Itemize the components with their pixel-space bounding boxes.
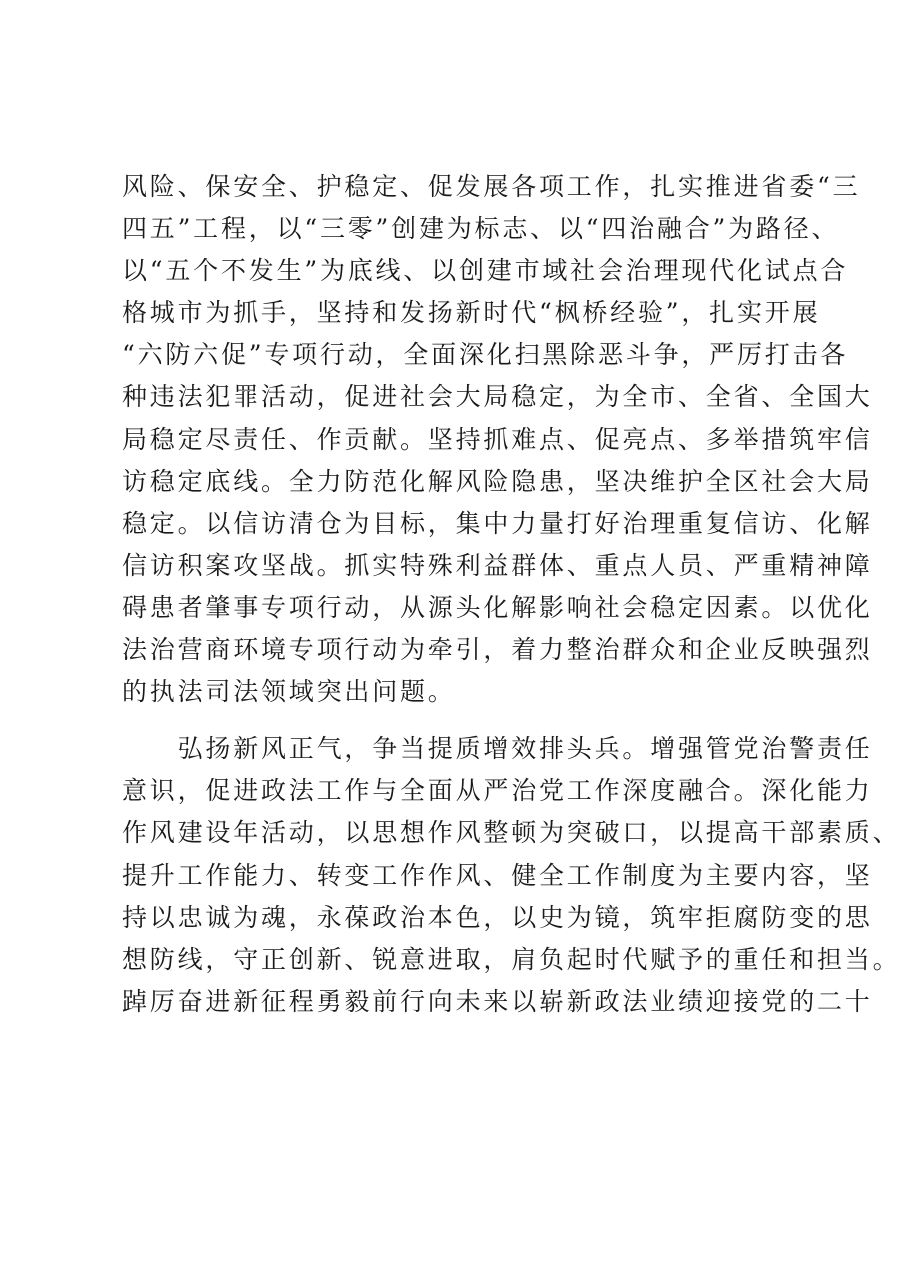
text-line: 意识，促进政法工作与全面从严治党工作深度融合。深化能力 (122, 776, 873, 806)
text-line: 的执法司法领域突出问题。 (122, 677, 456, 707)
text-line: 踔厉奋进新征程勇毅前行向未来以崭新政法业绩迎接党的二十 (122, 986, 873, 1016)
text-line: 访稳定底线。全力防范化解风险隐患，坚决维护全区社会大局 (122, 466, 873, 496)
text-line: 提升工作能力、转变工作作风、健全工作制度为主要内容，坚 (122, 860, 873, 890)
text-line: 种违法犯罪活动，促进社会大局稳定，为全市、全省、全国大 (122, 382, 873, 412)
text-line: 持以忠诚为魂，永葆政治本色，以史为镜，筑牢拒腐防变的思 (122, 902, 873, 932)
paragraph-spacer (122, 713, 822, 728)
text-line: 碍患者肇事专项行动，从源头化解影响社会稳定因素。以优化 (122, 592, 873, 622)
text-line: 法治营商环境专项行动为牵引，着力整治群众和企业反映强烈 (122, 635, 873, 665)
text-line: 格城市为抓手，坚持和发扬新时代“枫桥经验”，扎实开展 (122, 298, 821, 328)
text-line: 局稳定尽责任、作贡献。坚持抓难点、促亮点、多举措筑牢信 (122, 424, 873, 454)
text-line: 信访积案攻坚战。抓实特殊利益群体、重点人员、严重精神障 (122, 550, 873, 580)
paragraph-1 (122, 166, 873, 713)
text-line: 稳定。以信访清仓为目标，集中力量打好治理重复信访、化解 (122, 508, 873, 538)
document-body (122, 166, 901, 1023)
text-line: 风险、保安全、护稳定、促发展各项工作，扎实推进省委“三 (122, 172, 861, 201)
paragraph-2 (122, 728, 901, 1023)
text-line: 作风建设年活动，以思想作风整顿为突破口，以提高干部素质、 (122, 818, 901, 848)
text-line: 以“五个不发生”为底线、以创建市域社会治理现代化试点合 (122, 256, 849, 286)
text-line: 弘扬新风正气，争当提质增效排头兵。增强管党治警责任 (122, 734, 873, 764)
text-line: 四五”工程，以“三零”创建为标志、以“四治融合”为路径、 (122, 214, 840, 244)
text-line: “六防六促”专项行动，全面深化扫黑除恶斗争，严厉打击各 (122, 340, 849, 370)
text-line: 想防线，守正创新、锐意进取，肩负起时代赋予的重任和担当。 (122, 944, 901, 974)
